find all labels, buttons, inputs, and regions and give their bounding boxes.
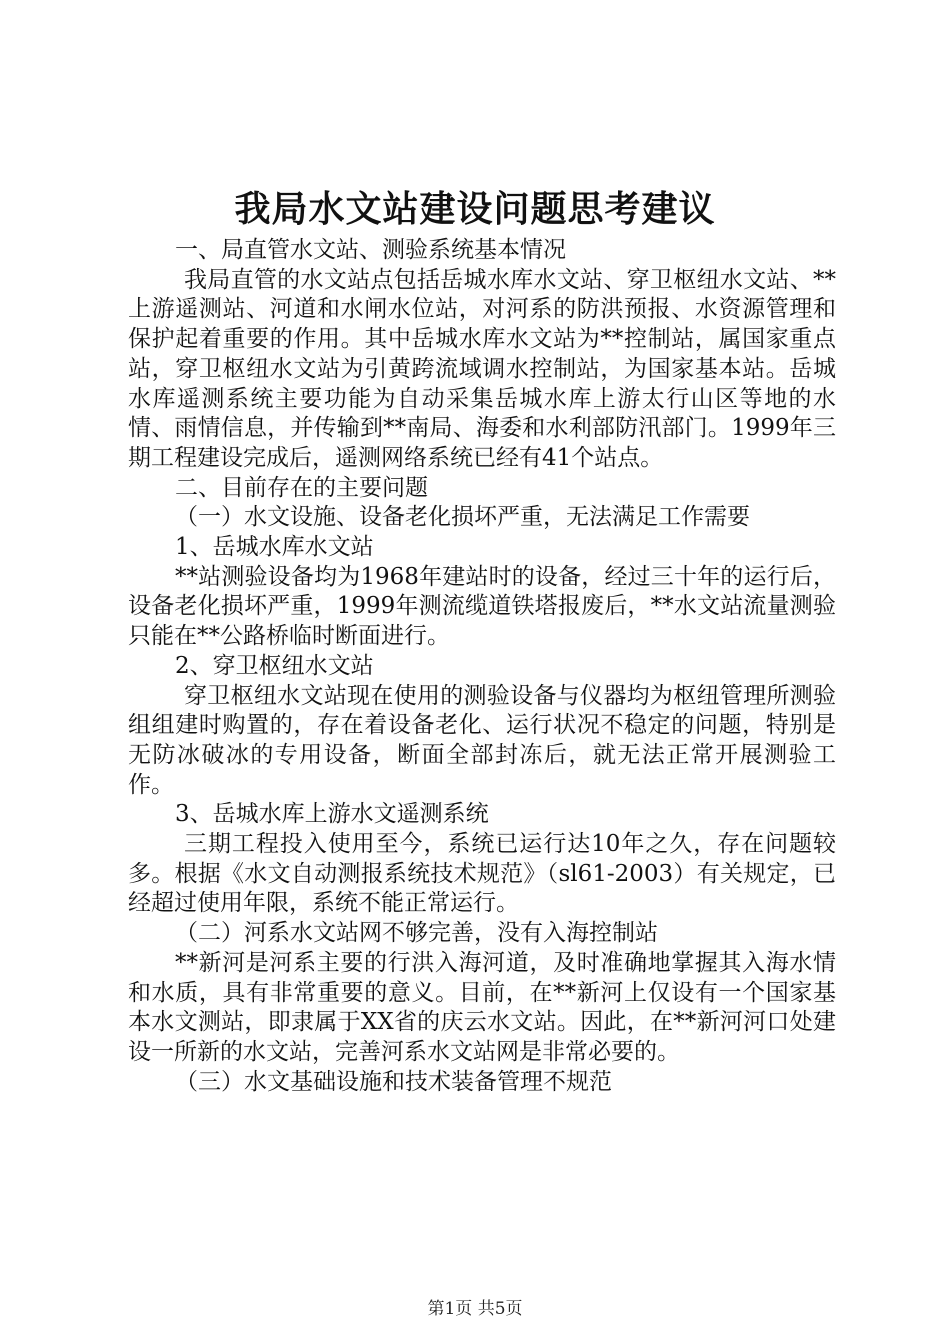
body-paragraph: 我局直管的水文站点包括岳城水库水文站、穿卫枢纽水文站、**上游遥测站、河道和水闸水位站，对河系的防洪预报、水资源管理和保护起着重要的作用。其中岳城水库水文站为**控制站，属国家重点站，穿卫枢纽水文站为引黄跨流域调水控制站，为国家基本站。岳城水库遥测系统主要功能为自动采集岳城水库上游太行山区等地的水情、雨情信息，并传输到**南局、海委和水利部防汛部门。1999年三期工程建设完成后，遥测网络系统已经有41个站点。	[128, 266, 836, 471]
subsection-heading: （二）河系水文站网不够完善，没有入海控制站	[175, 920, 658, 947]
document-body	[128, 236, 836, 1097]
page-number: 第1页 共5页	[427, 1299, 523, 1319]
section-heading: 一、局直管水文站、测验系统基本情况	[175, 237, 566, 263]
body-paragraph: **站测验设备均为1968年建站时的设备，经过三十年的运行后，设备老化损坏严重，1999年测流缆道铁塔报废后，**水文站流量测验只能在**公路桥临时断面进行。	[128, 563, 836, 650]
subsection-heading: （一）水文设施、设备老化损坏严重，无法满足工作需要	[175, 504, 750, 531]
section-heading: 二、目前存在的主要问题	[175, 474, 428, 501]
body-paragraph: **新河是河系主要的行洪入海河道，及时准确地掌握其入海水情和水质，具有非常重要的意义。目前，在**新河上仅设有一个国家基本水文测站，即隶属于XX省的庆云水文站。因此，在**新河河口处建设一所新的水文站，完善河系水文站网是非常必要的。	[128, 949, 836, 1065]
document-title: 我局水文站建设问题思考建议	[234, 188, 716, 230]
item-heading: 1、岳城水库水文站	[175, 534, 374, 561]
item-heading: 2、穿卫枢纽水文站	[175, 652, 374, 679]
body-paragraph: 穿卫枢纽水文站现在使用的测验设备与仪器均为枢纽管理所测验组组建时购置的，存在着设备老化、运行状况不稳定的问题，特别是无防冰破冰的专用设备，断面全部封冻后，就无法正常开展测验工作。	[128, 682, 836, 798]
body-paragraph: 三期工程投入使用至今，系统已运行达10年之久，存在问题较多。根据《水文自动测报系统技术规范》（sl61-2003）有关规定，已经超过使用年限，系统不能正常运行。	[128, 831, 836, 917]
item-heading: 3、岳城水库上游水文遥测系统	[175, 801, 489, 828]
subsection-heading: （三）水文基础设施和技术装备管理不规范	[175, 1068, 612, 1095]
